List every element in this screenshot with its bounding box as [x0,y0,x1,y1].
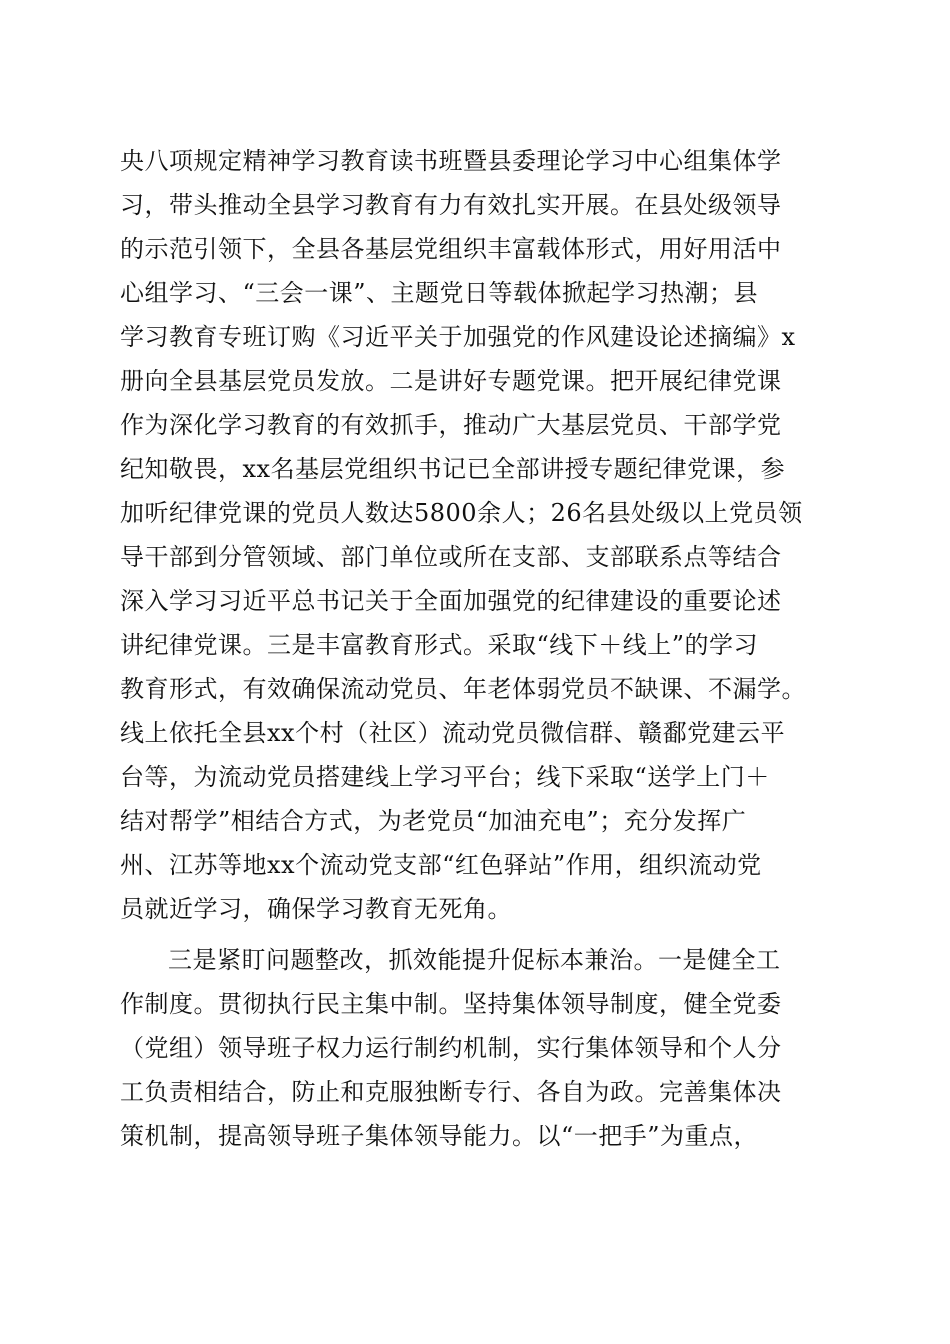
text-line: 纪知敬畏，xx名基层党组织书记已全部讲授专题纪律党课，参 [120,455,786,483]
text-line: 央八项规定精神学习教育读书班暨县委理论学习中心组集体学 [120,147,782,175]
text-line: 结对帮学”相结合方式，为老党员“加油充电”；充分发挥广 [120,807,747,835]
text-line: 加听纪律党课的党员人数达5800余人；26名县处级以上党员领 [120,499,803,527]
text-line: 教育形式，有效确保流动党员、年老体弱党员不缺课、不漏学。 [120,675,806,703]
text-line: 员就近学习，确保学习教育无死角。 [120,895,512,923]
text-line: 深入学习习近平总书记关于全面加强党的纪律建设的重要论述 [120,587,782,615]
text-line: 的示范引领下，全县各基层党组织丰富载体形式，用好用活中 [120,235,782,263]
text-line: 州、江苏等地xx个流动党支部“红色驿站”作用，组织流动党 [120,851,762,879]
text-line: 台等，为流动党员搭建线上学习平台；线下采取“送学上门＋ [120,763,770,791]
text-line: 策机制，提高领导班子集体领导能力。以“一把手”为重点， [120,1122,759,1150]
text-line: 讲纪律党课。三是丰富教育形式。采取“线下＋线上”的学习 [120,631,759,659]
paragraph-first-line: 三是紧盯问题整改，抓效能提升促标本兼治。一是健全工 [168,946,781,974]
text-line: 学习教育专班订购《习近平关于加强党的作风建设论述摘编》x [120,323,796,351]
text-line: 册向全县基层党员发放。二是讲好专题党课。把开展纪律党课 [120,367,782,395]
text-line: 线上依托全县xx个村（社区）流动党员微信群、赣鄱党建云平 [120,719,786,747]
text-line: （党组）领导班子权力运行制约机制，实行集体领导和个人分 [120,1034,782,1062]
text-line: 导干部到分管领域、部门单位或所在支部、支部联系点等结合 [120,543,782,571]
text-line: 作制度。贯彻执行民主集中制。坚持集体领导制度，健全党委 [120,990,782,1018]
text-line: 心组学习、“三会一课”、主题党日等载体掀起学习热潮；县 [120,279,759,307]
text-line: 工负责相结合，防止和克服独断专行、各自为政。完善集体决 [120,1078,782,1106]
text-line: 作为深化学习教育的有效抓手，推动广大基层党员、干部学党 [120,411,782,439]
text-line: 习，带头推动全县学习教育有力有效扎实开展。在县处级领导 [120,191,782,219]
